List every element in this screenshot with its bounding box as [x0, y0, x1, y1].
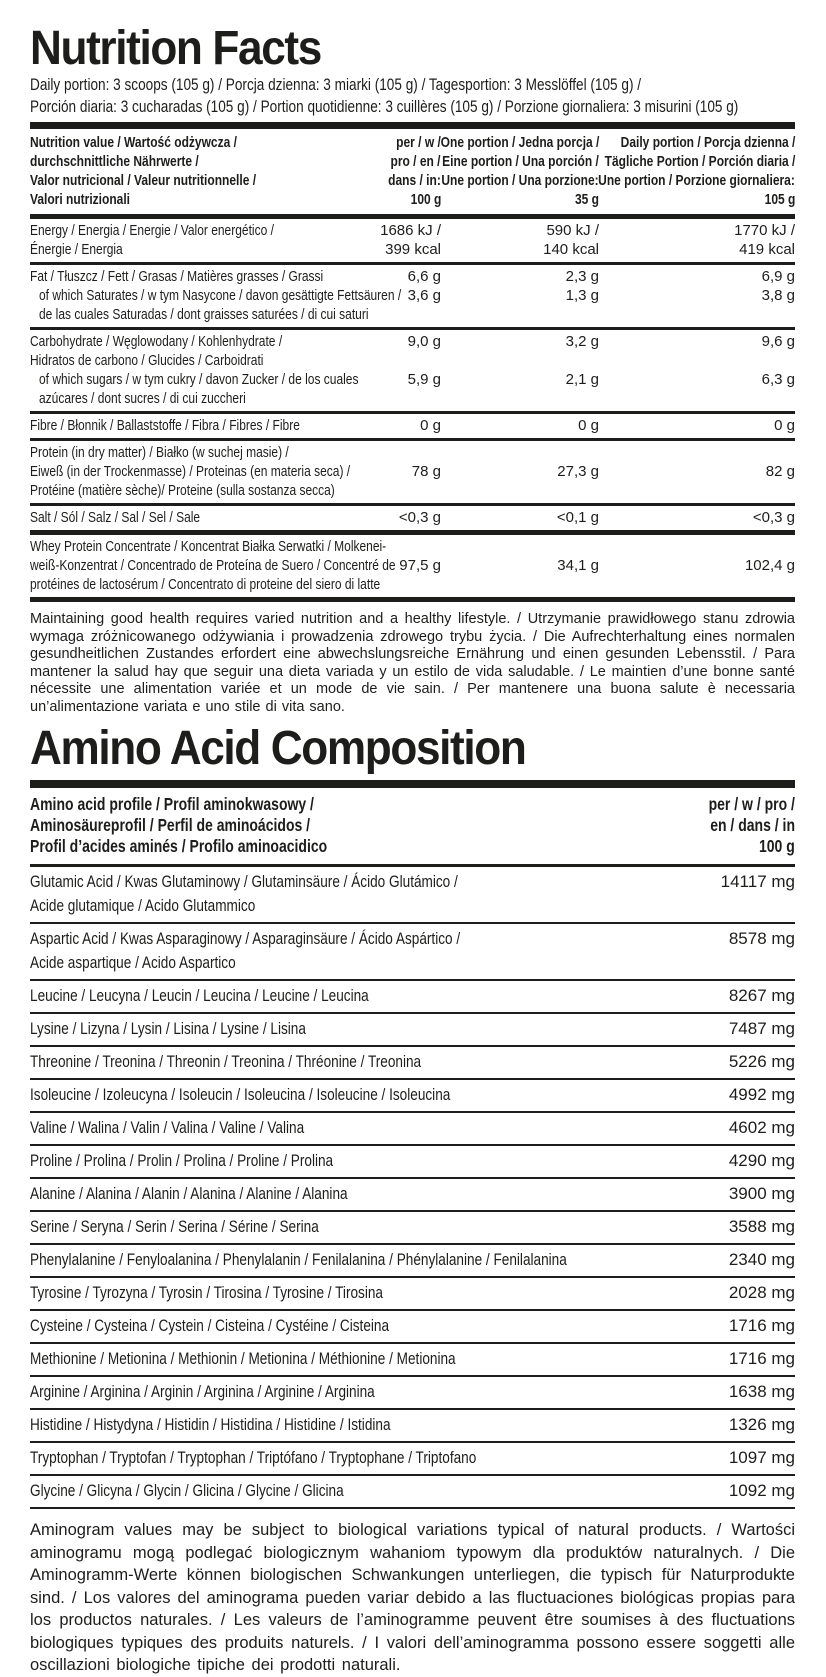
- val-per-100g: 5,9 g: [407, 371, 441, 388]
- row-label: protéines de lactosérum / Concentrato di proteine del siero di latte: [30, 576, 381, 593]
- amino-value: 14117 mg: [720, 872, 795, 891]
- row-label: Salt / Sól / Salz / Sal / Sel / Sale: [30, 509, 201, 526]
- row-label: weiß-Konzentrat / Concentrado de Proteína de Suero / Concentré de: [30, 557, 396, 574]
- val-daily-portion: 9,6 g: [761, 333, 795, 350]
- val-one-portion: <0,1 g: [556, 509, 599, 526]
- val-one-portion: 140 kcal: [543, 241, 599, 258]
- val-per-100g: 78 g: [411, 463, 441, 480]
- row-proline: Proline / Prolina / Prolin / Prolina / Proline / Prolina 4290 mg: [30, 1146, 795, 1179]
- health-note: Maintaining good health requires varied nutrition and a healthy lifestyle. / Utrzymanie prawidłowego stanu zdrowia wymaga zróżnicowanego odżywiania i prowadzenia zdrowego trybu życia. / Die Aufrechterhaltung eines normalen gesundheitlichen Zustandes erfordert eine abwechslungsreiche Ernährung und einen gesunden Lebensstil. / Para mantener la salud hay que seguir una dieta variada y un estilo de vida saludable. / Le maintien d’une bonne santé nécessite une alimentation variée et un mode de vie sain. / Per mantenere una buona salute è necessaria un’alimentazione variata e uno stile di vita sano.: [30, 611, 795, 715]
- val-daily-portion: 419 kcal: [739, 241, 795, 258]
- amino-value: 4992 mg: [728, 1085, 795, 1104]
- row-methionine: Methionine / Metionina / Methionin / Metionina / Méthionine / Metionina 1716 mg: [30, 1344, 795, 1377]
- row-aspartic-acid: Aspartic Acid / Kwas Asparaginowy / Asparaginsäure / Ácido Aspártico / Acide aspartique / Acido Aspartico 8578 mg: [30, 924, 795, 981]
- val-per-100g: <0,3 g: [398, 509, 441, 526]
- header-col-one-portion: One portion / Jedna porcja / Eine portion / Una porción / Une portion / Una porzione: 35 g: [440, 134, 599, 208]
- row-label: Whey Protein Concentrate / Koncentrat Białka Serwatki / Molkenei-: [30, 538, 387, 555]
- row-isoleucine: Isoleucine / Izoleucyna / Isoleucin / Isoleucina / Isoleucine / Isoleucina 4992 mg: [30, 1080, 795, 1113]
- row-label: Eiweß (in der Trockenmasse) / Proteinas (en materia seca) /: [30, 463, 351, 480]
- val-daily-portion: <0,3 g: [752, 509, 795, 526]
- amino-value: 8578 mg: [728, 929, 795, 948]
- amino-value: 3588 mg: [728, 1217, 795, 1236]
- header-col-per-100g: per / w / pro / en / dans / in: 100 g: [388, 134, 441, 208]
- amino-value: 4290 mg: [728, 1151, 795, 1170]
- val-per-100g: 9,0 g: [407, 333, 441, 350]
- nutrition-table-header: [30, 129, 795, 214]
- row-label: Énergie / Energia: [30, 241, 123, 258]
- row-label: Fibre / Błonnik / Ballaststoffe / Fibra / Fibres / Fibre: [30, 417, 300, 434]
- row-label: Energy / Energia / Energie / Valor energético /: [30, 222, 274, 239]
- amino-value: 1638 mg: [728, 1382, 795, 1401]
- row-label: of which sugars / w tym cukry / davon Zucker / de los cuales: [39, 371, 359, 388]
- row-alanine: Alanine / Alanina / Alanin / Alanina / Alanine / Alanina 3900 mg: [30, 1179, 795, 1212]
- row-salt: [30, 503, 795, 530]
- row-threonine: Threonine / Treonina / Threonin / Treonina / Thréonine / Treonina 5226 mg: [30, 1047, 795, 1080]
- amino-value: 2028 mg: [728, 1283, 795, 1302]
- row-carbohydrate: [30, 327, 795, 411]
- amino-value: 1716 mg: [728, 1316, 795, 1335]
- nutrition-facts-title: Nutrition Facts: [30, 22, 321, 75]
- row-label: de las cuales Saturadas / dont graisses saturées / di cui saturi: [39, 306, 369, 323]
- val-one-portion: 590 kJ /: [546, 222, 599, 239]
- amino-value: 8267 mg: [728, 986, 795, 1005]
- row-arginine: Arginine / Arginina / Arginin / Arginina / Arginine / Arginina 1638 mg: [30, 1377, 795, 1410]
- val-per-100g: 399 kcal: [385, 241, 441, 258]
- val-per-100g: 97,5 g: [399, 557, 441, 574]
- row-whey-protein-concentrate: [30, 535, 795, 597]
- val-daily-portion: 0 g: [774, 417, 795, 434]
- val-daily-portion: 1770 kJ /: [734, 222, 795, 239]
- val-one-portion: 3,2 g: [565, 333, 599, 350]
- row-fat: [30, 262, 795, 327]
- divider: [30, 780, 795, 788]
- amino-value: 1716 mg: [728, 1349, 795, 1368]
- amino-value: 1092 mg: [728, 1481, 795, 1500]
- row-phenylalanine: Phenylalanine / Fenyloalanina / Phenylalanin / Fenilalanina / Phénylalanine / Fenilalanina 2340 mg: [30, 1245, 795, 1278]
- val-daily-portion: 82 g: [765, 463, 795, 480]
- row-serine: Serine / Seryna / Serin / Serina / Sérine / Serina 3588 mg: [30, 1212, 795, 1245]
- aminogram-note: Aminogram values may be subject to biological variations typical of natural products. / Wartości aminogramu mogą podlegać biologicznym wahaniom typowym dla produktów naturalnych. / Die Aminogramm-Werte können biologischen Schwankungen unterliegen, die typisch für Naturprodukte sind. / Los valores del aminograma pueden variar debido a las fluctuaciones biológicas propias para los productos naturales. / Les valeurs de l’aminogramme peuvent être soumises à des fluctuations biologiques typiques des produits naturels. / I valori dell’aminogramma possono essere soggetti alle oscillazioni biologiche tipiche dei prodotti naturali.: [30, 1521, 795, 1674]
- row-lysine: Lysine / Lizyna / Lysin / Lisina / Lysine / Lisina 7487 mg: [30, 1014, 795, 1047]
- val-one-portion: 27,3 g: [557, 463, 599, 480]
- row-protein: [30, 438, 795, 503]
- row-label: Protein (in dry matter) / Białko (w suchej masie) /: [30, 444, 289, 461]
- val-daily-portion: 6,9 g: [761, 268, 795, 285]
- row-energy: [30, 219, 795, 262]
- row-label: of which Saturates / w tym Nasycone / davon gesättigte Fettsäuren /: [39, 287, 402, 304]
- val-one-portion: 2,1 g: [565, 371, 599, 388]
- row-label: Carbohydrate / Węglowodany / Kohlenhydrate /: [30, 333, 283, 350]
- amino-header-label: Amino acid profile / Profil aminokwasowy / Aminosäureprofil / Perfil de aminoácidos / Profil d’acides aminés / Profilo aminoacidico: [30, 794, 328, 856]
- row-tyrosine: Tyrosine / Tyrozyna / Tyrosin / Tirosina / Tyrosine / Tirosina 2028 mg: [30, 1278, 795, 1311]
- amino-value: 2340 mg: [728, 1250, 795, 1269]
- divider: [30, 597, 795, 602]
- nutrition-table: [30, 129, 795, 602]
- val-per-100g: 6,6 g: [407, 268, 441, 285]
- header-col-label: Nutrition value / Wartość odżywcza / durchschnittliche Nährwerte / Valor nutricional / Valeur nutritionnelle / Valori nutrizionali: [30, 134, 257, 208]
- daily-portion-line-2: Porción diaria: 3 cucharadas (105 g) / Portion quotidienne: 3 cuillères (105 g) / Porzione giornaliera: 3 misurini (105 g): [30, 97, 739, 116]
- val-one-portion: 1,3 g: [565, 287, 599, 304]
- row-label: azúcares / dont sucres / di cui zuccheri: [39, 390, 246, 407]
- val-one-portion: 0 g: [578, 417, 599, 434]
- val-daily-portion: 3,8 g: [761, 287, 795, 304]
- row-histidine: Histidine / Histydyna / Histidin / Histidina / Histidine / Istidina 1326 mg: [30, 1410, 795, 1443]
- val-daily-portion: 102,4 g: [744, 557, 795, 574]
- val-per-100g: 1686 kJ /: [380, 222, 441, 239]
- amino-acid-composition-title: Amino Acid Composition: [30, 722, 526, 775]
- row-label: Hidratos de carbono / Glucides / Carboidrati: [30, 352, 264, 369]
- val-one-portion: 34,1 g: [557, 557, 599, 574]
- row-tryptophan: Tryptophan / Tryptofan / Tryptophan / Triptófano / Tryptophane / Triptofano 1097 mg: [30, 1443, 795, 1476]
- amino-value: 4602 mg: [728, 1118, 795, 1137]
- row-valine: Valine / Walina / Valin / Valina / Valine / Valina 4602 mg: [30, 1113, 795, 1146]
- amino-table-header: [30, 788, 795, 864]
- divider: [30, 122, 795, 129]
- daily-portion-line-1: Daily portion: 3 scoops (105 g) / Porcja dzienna: 3 miarki (105 g) / Tagesportion: 3 Messlöffel (105 g) /: [30, 75, 642, 94]
- row-label: Fat / Tłuszcz / Fett / Grasas / Matières grasses / Grassi: [30, 268, 324, 285]
- amino-value: 1097 mg: [728, 1448, 795, 1467]
- amino-value: 1326 mg: [728, 1415, 795, 1434]
- amino-table: [30, 788, 795, 1509]
- val-per-100g: 3,6 g: [407, 287, 441, 304]
- row-label: Protéine (matière sèche)/ Proteine (sulla sostanza secca): [30, 482, 335, 499]
- row-leucine: Leucine / Leucyna / Leucin / Leucina / Leucine / Leucina 8267 mg: [30, 981, 795, 1014]
- row-glycine: Glycine / Glicyna / Glycin / Glicina / Glycine / Glicina 1092 mg: [30, 1476, 795, 1509]
- header-col-daily-portion: Daily portion / Porcja dzienna / Tägliche Portion / Porción diaria / Une portion / Porzione giornaliera: 105 g: [598, 134, 795, 208]
- row-cysteine: Cysteine / Cysteina / Cystein / Cisteina / Cystéine / Cisteina 1716 mg: [30, 1311, 795, 1344]
- val-per-100g: 0 g: [420, 417, 441, 434]
- row-glutamic-acid: Glutamic Acid / Kwas Glutaminowy / Glutaminsäure / Ácido Glutámico / Acide glutamique / Acido Glutammico 14117 mg: [30, 867, 795, 924]
- val-daily-portion: 6,3 g: [761, 371, 795, 388]
- amino-header-unit: per / w / pro / en / dans / in 100 g: [708, 794, 795, 856]
- val-one-portion: 2,3 g: [565, 268, 599, 285]
- row-fibre: [30, 411, 795, 438]
- amino-value: 3900 mg: [728, 1184, 795, 1203]
- amino-value: 7487 mg: [728, 1019, 795, 1038]
- amino-value: 5226 mg: [728, 1052, 795, 1071]
